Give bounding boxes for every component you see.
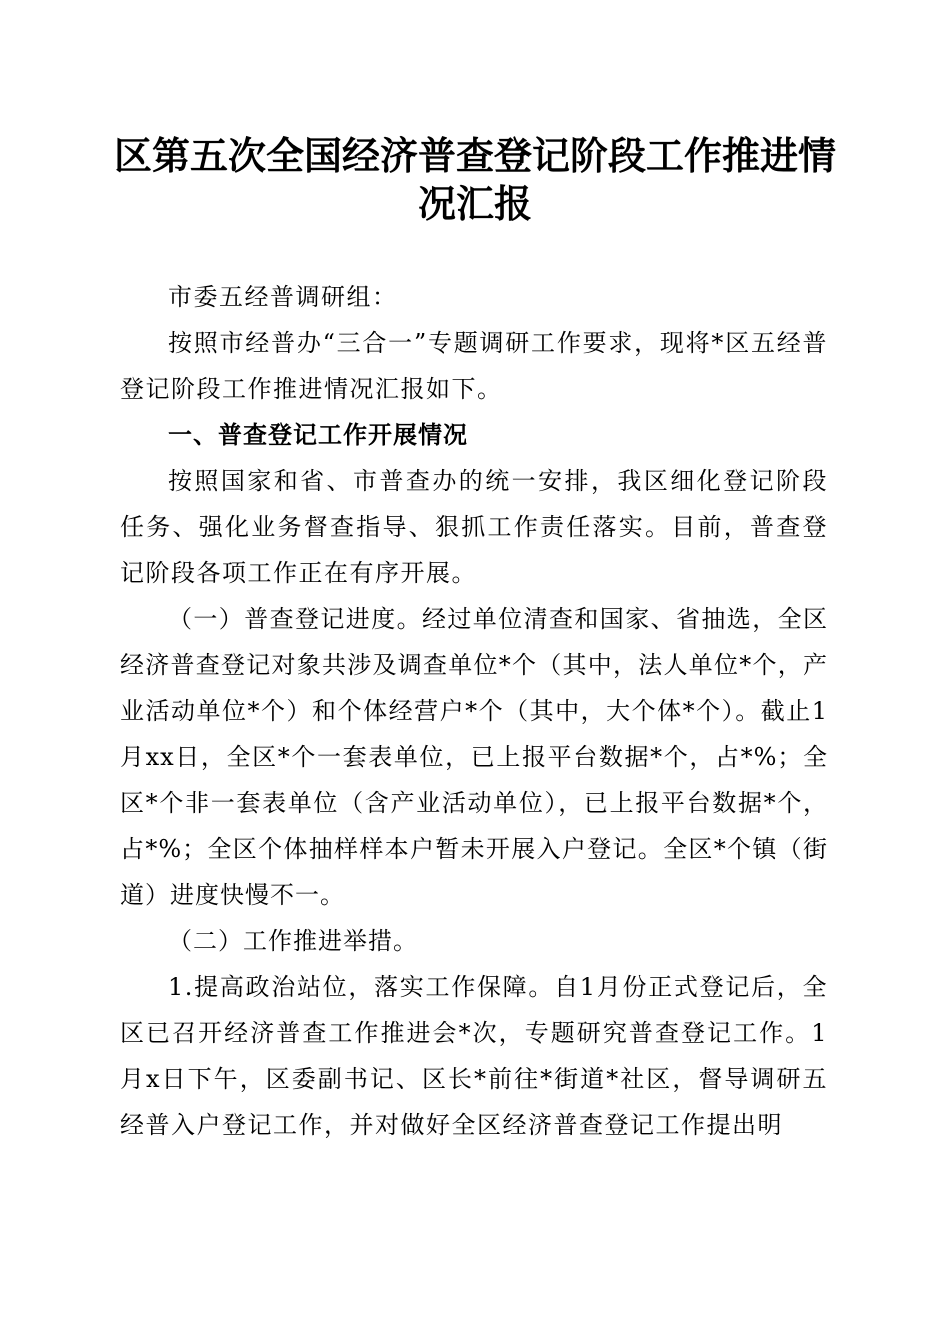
subsection-label-measures: （二）工作推进举措。: [168, 927, 418, 955]
item-label: 1.提高政治站位，落实工作保障。: [168, 973, 555, 1001]
subsection-body-progress: 经过单位清查和国家、省抽选，全区经济普查登记对象共涉及调查单位*个（其中，法人单位*个，产业活动单位*个）和个体经营户*个（其中，大个体*个）。截止1月xx日，全区*个一套表单位，已上报平台数据*个，占*%；全区*个非一套表单位（含产业活动单位），已上报平台数据*个，占*%；全区个体抽样样本户暂未开展入户登记。全区*个镇（街道）进度快慢不一。: [120, 605, 828, 909]
subsection-label-progress: （一）普查登记进度。: [168, 605, 422, 633]
document-title: 区第五次全国经济普查登记阶段工作推进情况汇报: [113, 133, 836, 226]
section-heading: 一、普查登记工作开展情况: [168, 421, 468, 449]
document-body: [120, 274, 828, 1148]
item-paragraph: [120, 964, 828, 1148]
item-body: 自1月份正式登记后，全区已召开经济普查工作推进会*次，专题研究普查登记工作。1月x日下午，区委副书记、区长*前往*街道*社区，督导调研五经普入户登记工作，并对做好全区经济普查登记工作提出明: [120, 973, 828, 1139]
intro-paragraph: 按照市经普办“三合一”专题调研工作要求，现将*区五经普登记阶段工作推进情况汇报如下。: [120, 329, 828, 403]
salutation: 市委五经普调研组：: [168, 283, 398, 311]
section-paragraph: 按照国家和省、市普查办的统一安排，我区细化登记阶段任务、强化业务督查指导、狠抓工作责任落实。目前，普查登记阶段各项工作正在有序开展。: [120, 467, 828, 587]
progress-paragraph: [120, 596, 828, 918]
